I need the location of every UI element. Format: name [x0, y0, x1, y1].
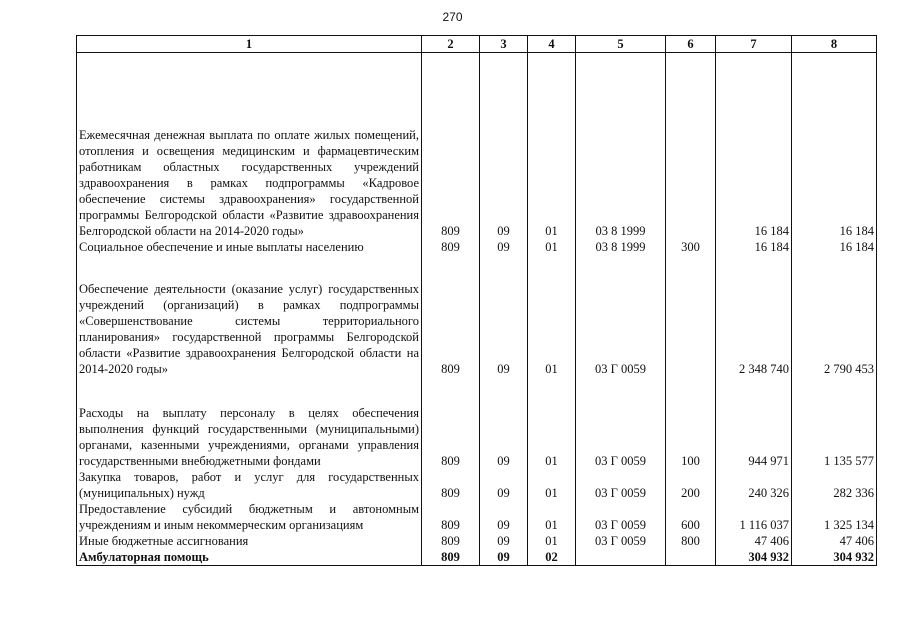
cell-expense-type [666, 53, 716, 239]
row-name: Расходы на выплату персоналу в целях обеспечения выполнения функций государственными (муниципальными) органами, казенными учреждениями, органами управления государственными внебюджетными фондами [77, 377, 422, 469]
cell-amount-1: 2 348 740 [716, 255, 792, 377]
cell-subsection: 01 [528, 53, 576, 239]
table-row [77, 239, 877, 255]
column-header: 1 [77, 36, 422, 53]
cell-expense-type: 600 [666, 501, 716, 533]
page-number: 270 [442, 10, 463, 24]
cell-section: 09 [480, 469, 528, 501]
cell-subsection: 01 [528, 501, 576, 533]
cell-ministry: 809 [422, 377, 480, 469]
cell-amount-1: 240 326 [716, 469, 792, 501]
cell-target-article [576, 549, 666, 566]
table-row [77, 255, 877, 377]
cell-ministry: 809 [422, 239, 480, 255]
row-name: Амбулаторная помощь [77, 549, 422, 566]
cell-target-article: 03 Г 0059 [576, 533, 666, 549]
row-name: Социальное обеспечение и иные выплаты населению [77, 239, 422, 255]
cell-amount-2: 304 932 [792, 549, 877, 566]
cell-expense-type: 300 [666, 239, 716, 255]
cell-expense-type [666, 255, 716, 377]
cell-amount-2: 16 184 [792, 239, 877, 255]
cell-amount-2: 1 325 134 [792, 501, 877, 533]
table-row [77, 377, 877, 469]
cell-expense-type [666, 549, 716, 566]
table-row [77, 549, 877, 566]
column-header: 6 [666, 36, 716, 53]
cell-amount-2: 16 184 [792, 53, 877, 239]
cell-amount-2: 1 135 577 [792, 377, 877, 469]
cell-target-article: 03 8 1999 [576, 239, 666, 255]
cell-section: 09 [480, 501, 528, 533]
column-header: 4 [528, 36, 576, 53]
cell-amount-1: 47 406 [716, 533, 792, 549]
table-row [77, 533, 877, 549]
row-name: Иные бюджетные ассигнования [77, 533, 422, 549]
row-name: Обеспечение деятельности (оказание услуг) государственных учреждений (организаций) в рамках подпрограммы «Совершенствование системы территориального планирования» государственной программы Белгородской области «Развитие здравоохранения Белгородской области на 2014-2020 годы» [77, 255, 422, 377]
cell-expense-type: 800 [666, 533, 716, 549]
cell-amount-1: 16 184 [716, 53, 792, 239]
header-row [77, 36, 877, 53]
cell-ministry: 809 [422, 469, 480, 501]
cell-ministry: 809 [422, 501, 480, 533]
column-header: 2 [422, 36, 480, 53]
cell-amount-1: 304 932 [716, 549, 792, 566]
cell-subsection: 01 [528, 377, 576, 469]
cell-amount-2: 282 336 [792, 469, 877, 501]
cell-section: 09 [480, 549, 528, 566]
cell-amount-1: 1 116 037 [716, 501, 792, 533]
cell-subsection: 01 [528, 239, 576, 255]
column-header: 7 [716, 36, 792, 53]
column-header: 3 [480, 36, 528, 53]
column-header: 5 [576, 36, 666, 53]
cell-section: 09 [480, 239, 528, 255]
cell-subsection: 02 [528, 549, 576, 566]
cell-ministry: 809 [422, 53, 480, 239]
row-name: Закупка товаров, работ и услуг для государственных (муниципальных) нужд [77, 469, 422, 501]
table-row [77, 53, 877, 239]
cell-target-article: 03 Г 0059 [576, 377, 666, 469]
column-header: 8 [792, 36, 877, 53]
cell-amount-2: 47 406 [792, 533, 877, 549]
cell-ministry: 809 [422, 549, 480, 566]
budget-table [76, 35, 877, 566]
table-row [77, 469, 877, 501]
cell-subsection: 01 [528, 533, 576, 549]
cell-expense-type: 200 [666, 469, 716, 501]
row-name: Предоставление субсидий бюджетным и автономным учреждениям и иным некоммерческим организациям [77, 501, 422, 533]
cell-section: 09 [480, 255, 528, 377]
cell-amount-1: 16 184 [716, 239, 792, 255]
cell-target-article: 03 Г 0059 [576, 501, 666, 533]
cell-amount-2: 2 790 453 [792, 255, 877, 377]
cell-section: 09 [480, 533, 528, 549]
cell-section: 09 [480, 53, 528, 239]
cell-subsection: 01 [528, 469, 576, 501]
cell-subsection: 01 [528, 255, 576, 377]
cell-section: 09 [480, 377, 528, 469]
cell-target-article: 03 Г 0059 [576, 255, 666, 377]
cell-ministry: 809 [422, 533, 480, 549]
row-name: Ежемесячная денежная выплата по оплате жилых помещений, отопления и освещения медицинским и фармацевтическим работникам областных государственных учреждений здравоохранения в рамках подпрограммы «Кадровое обеспечение системы здравоохранения» государственной программы Белгородской области «Развитие здравоохранения Белгородской области на 2014-2020 годы» [77, 53, 422, 239]
table-row [77, 501, 877, 533]
cell-target-article: 03 8 1999 [576, 53, 666, 239]
cell-ministry: 809 [422, 255, 480, 377]
cell-amount-1: 944 971 [716, 377, 792, 469]
cell-expense-type: 100 [666, 377, 716, 469]
cell-target-article: 03 Г 0059 [576, 469, 666, 501]
